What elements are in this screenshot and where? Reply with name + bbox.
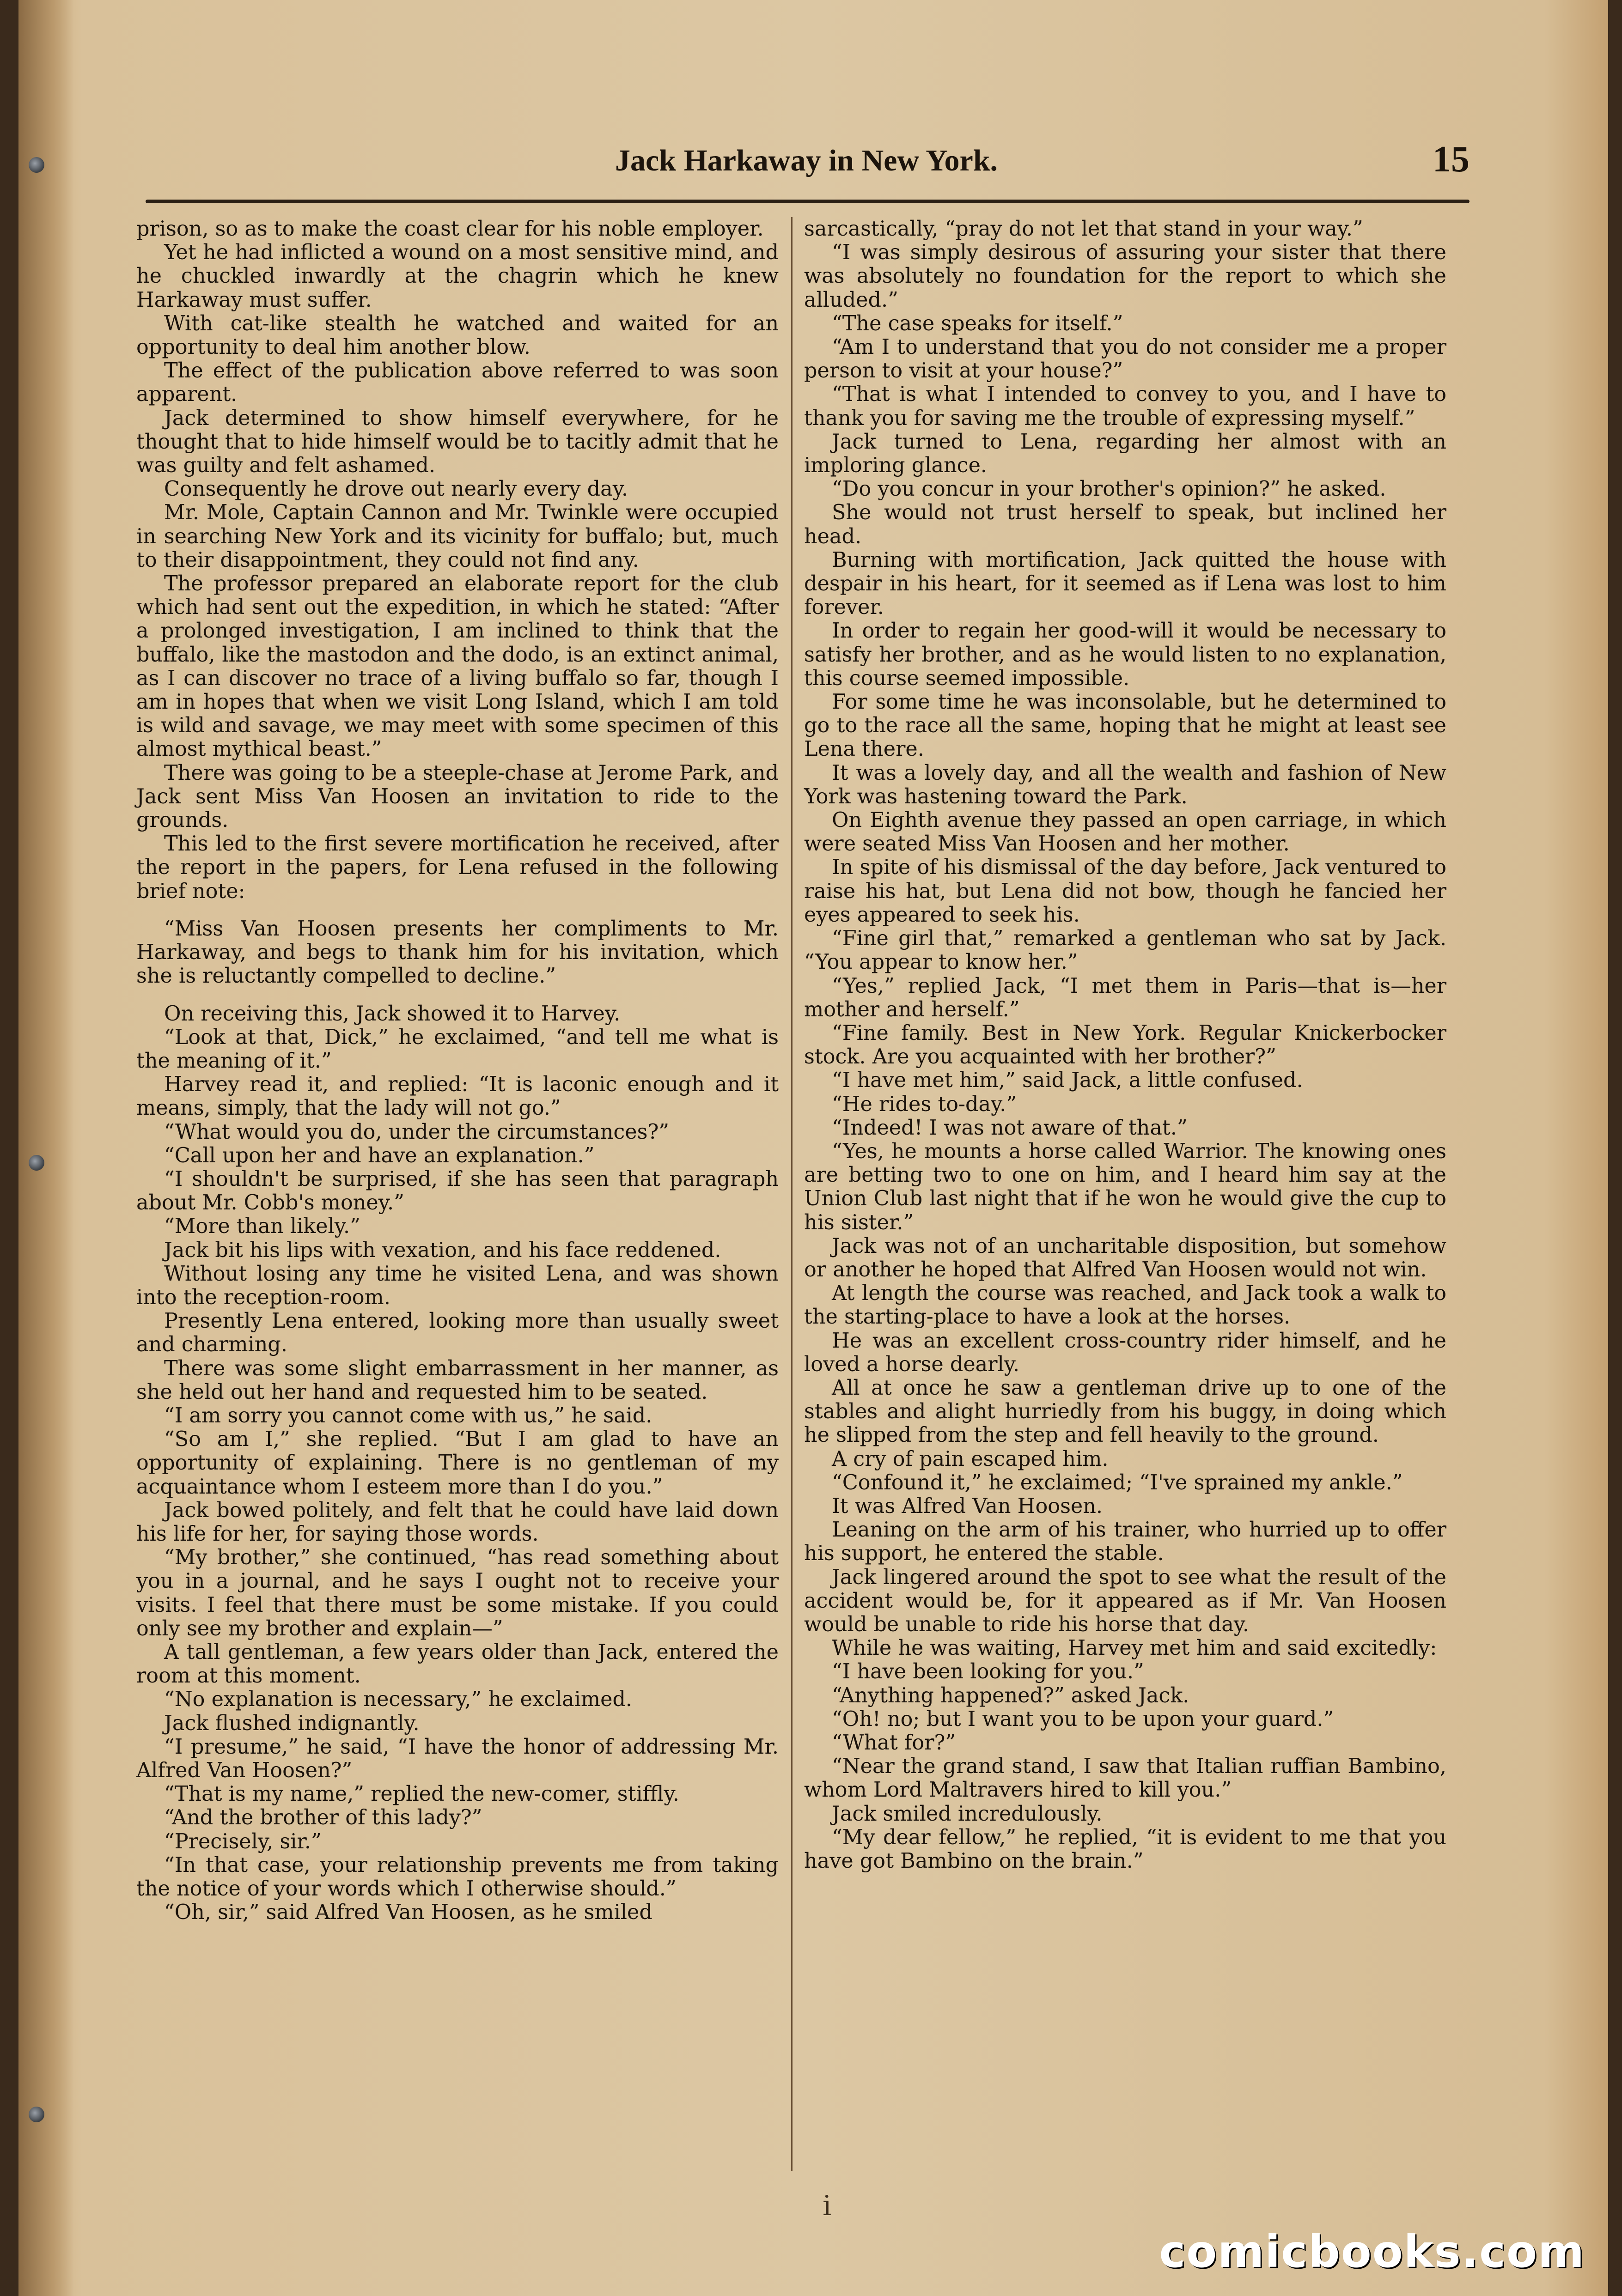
paragraph: “Anything happened?” asked Jack. — [832, 1683, 1189, 1707]
paragraph: A cry of pain escaped him. — [832, 1447, 1109, 1471]
page-header — [143, 139, 1470, 194]
paragraph: prison, so as to make the coast clear for his noble employer. — [136, 217, 764, 241]
paragraph: Mr. Mole, Captain Cannon and Mr. Twinkle were occupied in searching New York and its vicinity for buffalo; but, much to their disappointment, they could not find any. — [136, 501, 779, 572]
paragraph: “My brother,” she continued, “has read something about you in a journal, and he says I ought not to receive your visits. I feel that there must be some mistake. If you could only see my brother and explain—” — [136, 1546, 779, 1640]
paragraph: “I am sorry you cannot come with us,” he said. — [164, 1403, 652, 1427]
page-number: 15 — [1433, 139, 1470, 180]
paragraph: “Miss Van Hoosen presents her compliments to Mr. Harkaway, and begs to thank him for his invitation, which she is reluctantly compelled to decline.” — [136, 917, 779, 988]
paragraph: Jack smiled incredulously. — [832, 1802, 1103, 1826]
paragraph: “Call upon her and have an explanation.” — [164, 1143, 595, 1167]
paragraph: “I presume,” he said, “I have the honor of addressing Mr. Alfred Van Hoosen?” — [136, 1735, 779, 1782]
paragraph: “Am I to understand that you do not consider me a proper person to visit at your house?” — [804, 335, 1446, 383]
paragraph: Without losing any time he visited Lena, and was shown into the reception-room. — [136, 1262, 779, 1309]
paragraph: “Indeed! I was not aware of that.” — [832, 1116, 1188, 1140]
paragraph: “Do you concur in your brother's opinion?” he asked. — [832, 477, 1386, 501]
paragraph: sarcastically, “pray do not let that stand in your way.” — [804, 217, 1363, 241]
paragraph: He was an excellent cross-country rider himself, and he loved a horse dearly. — [804, 1329, 1446, 1376]
staple-icon — [29, 2107, 44, 2122]
paragraph: On receiving this, Jack showed it to Harvey. — [164, 1002, 621, 1026]
paragraph: “In that case, your relationship prevents me from taking the notice of your words which I otherwise should.” — [136, 1853, 779, 1901]
column-divider — [791, 217, 793, 2171]
paragraph: “Fine girl that,” remarked a gentleman who sat by Jack. “You appear to know her.” — [804, 927, 1446, 974]
paragraph: Consequently he drove out nearly every day. — [164, 477, 628, 501]
running-title: Jack Harkaway in New York. — [615, 144, 998, 177]
paragraph: “The case speaks for itself.” — [832, 311, 1123, 335]
paragraph: Harvey read it, and replied: “It is laconic enough and it means, simply, that the lady will not go.” — [136, 1073, 779, 1120]
footer-mark: i — [823, 2190, 832, 2222]
staple-icon — [29, 157, 44, 173]
paragraph: “And the brother of this lady?” — [164, 1806, 482, 1830]
paragraph: “That is my name,” replied the new-comer, stiffly. — [164, 1782, 679, 1806]
paragraph: “Yes, he mounts a horse called Warrior. The knowing ones are betting two to one on him, and I heard him say at the Union Club last night that if he won he would give the cup to his sister.” — [804, 1139, 1446, 1234]
paragraph: This led to the first severe mortification he received, after the report in the papers, for Lena refused in the following brief note: — [136, 832, 779, 903]
paragraph: There was some slight embarrassment in her manner, as she held out her hand and requested him to be seated. — [136, 1356, 779, 1404]
paragraph: She would not trust herself to speak, but inclined her head. — [804, 501, 1446, 548]
header-rule — [146, 200, 1470, 203]
paragraph: “He rides to-day.” — [832, 1092, 1017, 1116]
paragraph: “I have been looking for you.” — [832, 1660, 1144, 1684]
paragraph: “What for?” — [832, 1731, 956, 1755]
paragraph: “That is what I intended to convey to you, and I have to thank you for saving me the trouble of expressing myself.” — [804, 383, 1446, 430]
paragraph: “Oh! no; but I want you to be upon your guard.” — [832, 1707, 1334, 1731]
paragraph: At length the course was reached, and Jack took a walk to the starting-place to have a look at the horses. — [804, 1282, 1446, 1329]
paragraph: “Precisely, sir.” — [164, 1829, 322, 1853]
paragraph: “Look at that, Dick,” he exclaimed, “and tell me what is the meaning of it.” — [136, 1025, 779, 1073]
paragraph: Jack determined to show himself everywhere, for he thought that to hide himself would be to tacitly admit that he was guilty and felt ashamed. — [136, 406, 779, 478]
paragraph: Jack bit his lips with vexation, and his face reddened. — [164, 1238, 721, 1262]
paragraph: Jack turned to Lena, regarding her almost with an imploring glance. — [804, 430, 1446, 478]
paragraph: “More than likely.” — [164, 1215, 360, 1239]
paragraph: Yet he had inflicted a wound on a most sensitive mind, and he chuckled inwardly at the chagrin which he knew Harkaway must suffer. — [136, 241, 779, 312]
paragraph: In order to regain her good-will it would be necessary to satisfy her brother, and as he would listen to no explanation, this course seemed impossible. — [804, 619, 1446, 690]
paragraph: Jack was not of an uncharitable disposition, but somehow or another he hoped that Alfred Van Hoosen would not win. — [804, 1234, 1446, 1282]
paragraph: “Yes,” replied Jack, “I met them in Paris—that is—her mother and herself.” — [804, 974, 1446, 1021]
paragraph: It was a lovely day, and all the wealth and fashion of New York was hastening toward the Park. — [804, 761, 1446, 808]
paragraph: The effect of the publication above referred to was soon apparent. — [136, 359, 779, 407]
paragraph: “Confound it,” he exclaimed; “I've sprained my ankle.” — [832, 1470, 1403, 1494]
paragraph: For some time he was inconsolable, but he determined to go to the race all the same, hoping that he might at least see Lena there. — [804, 690, 1446, 761]
paragraph: “What would you do, under the circumstances?” — [164, 1120, 670, 1144]
paragraph: Presently Lena entered, looking more than usually sweet and charming. — [136, 1309, 779, 1357]
paragraph: “My dear fellow,” he replied, “it is evident to me that you have got Bambino on the brain.” — [804, 1825, 1446, 1873]
paragraph: While he was waiting, Harvey met him and said excitedly: — [832, 1636, 1437, 1660]
text-column-right — [804, 217, 1446, 2171]
paragraph: “I was simply desirous of assuring your sister that there was absolutely no foundation for the report to which she alluded.” — [804, 241, 1446, 312]
paragraph: “Fine family. Best in New York. Regular Knickerbocker stock. Are you acquainted with her brother?” — [804, 1021, 1446, 1069]
text-column-left — [136, 217, 779, 2171]
paragraph: “I shouldn't be surprised, if she has seen that paragraph about Mr. Cobb's money.” — [136, 1167, 779, 1215]
paragraph: The professor prepared an elaborate report for the club which had sent out the expedition, in which he stated: “After a prolonged investigation, I am inclined to think that the buffalo, like the mastodon and the dodo, is an extinct animal, as I can discover no trace of a living buffalo so far, though I am in hopes that when we visit Long Island, which I am told is wild and savage, we may meet with some specimen of this almost mythical beast.” — [136, 572, 779, 761]
paragraph: With cat-like stealth he watched and waited for an opportunity to deal him another blow. — [136, 311, 779, 359]
paragraph: “So am I,” she replied. “But I am glad to have an opportunity of explaining. There is no gentleman of my acquaintance whom I esteem more than I do you.” — [136, 1427, 779, 1499]
paragraph: Jack lingered around the spot to see what the result of the accident would be, for it appeared as if Mr. Van Hoosen would be unable to ride his horse that day. — [804, 1565, 1446, 1636]
paragraph: There was going to be a steeple-chase at Jerome Park, and Jack sent Miss Van Hoosen an invitation to ride to the grounds. — [136, 761, 779, 832]
paragraph: A tall gentleman, a few years older than Jack, entered the room at this moment. — [136, 1640, 779, 1688]
paragraph: “Near the grand stand, I saw that Italian ruffian Bambino, whom Lord Maltravers hired to kill you.” — [804, 1755, 1446, 1802]
paragraph: Burning with mortification, Jack quitted the house with despair in his heart, for it seemed as if Lena was lost to him forever. — [804, 548, 1446, 620]
staple-icon — [29, 1155, 44, 1171]
page-binding-edge — [18, 0, 74, 2296]
paragraph: All at once he saw a gentleman drive up to one of the stables and alight hurriedly from his buggy, in doing which he slipped from the step and fell heavily to the ground. — [804, 1376, 1446, 1447]
paragraph: “Oh, sir,” said Alfred Van Hoosen, as he smiled — [164, 1901, 652, 1925]
site-watermark: comicbooks.com — [1159, 2226, 1585, 2278]
paragraph: Jack bowed politely, and felt that he could have laid down his life for her, for saying those words. — [136, 1498, 779, 1546]
paragraph: Jack flushed indignantly. — [164, 1711, 420, 1735]
paragraph: “I have met him,” said Jack, a little confused. — [832, 1069, 1303, 1093]
paragraph: On Eighth avenue they passed an open carriage, in which were seated Miss Van Hoosen and her mother. — [804, 808, 1446, 856]
paragraph: Leaning on the arm of his trainer, who hurried up to offer his support, he entered the stable. — [804, 1518, 1446, 1566]
paragraph: “No explanation is necessary,” he exclaimed. — [164, 1688, 633, 1712]
magazine-page — [18, 0, 1608, 2296]
paragraph: It was Alfred Van Hoosen. — [832, 1494, 1103, 1518]
paragraph: In spite of his dismissal of the day before, Jack ventured to raise his hat, but Lena did not bow, though he fancied her eyes appeared to seek his. — [804, 856, 1446, 927]
